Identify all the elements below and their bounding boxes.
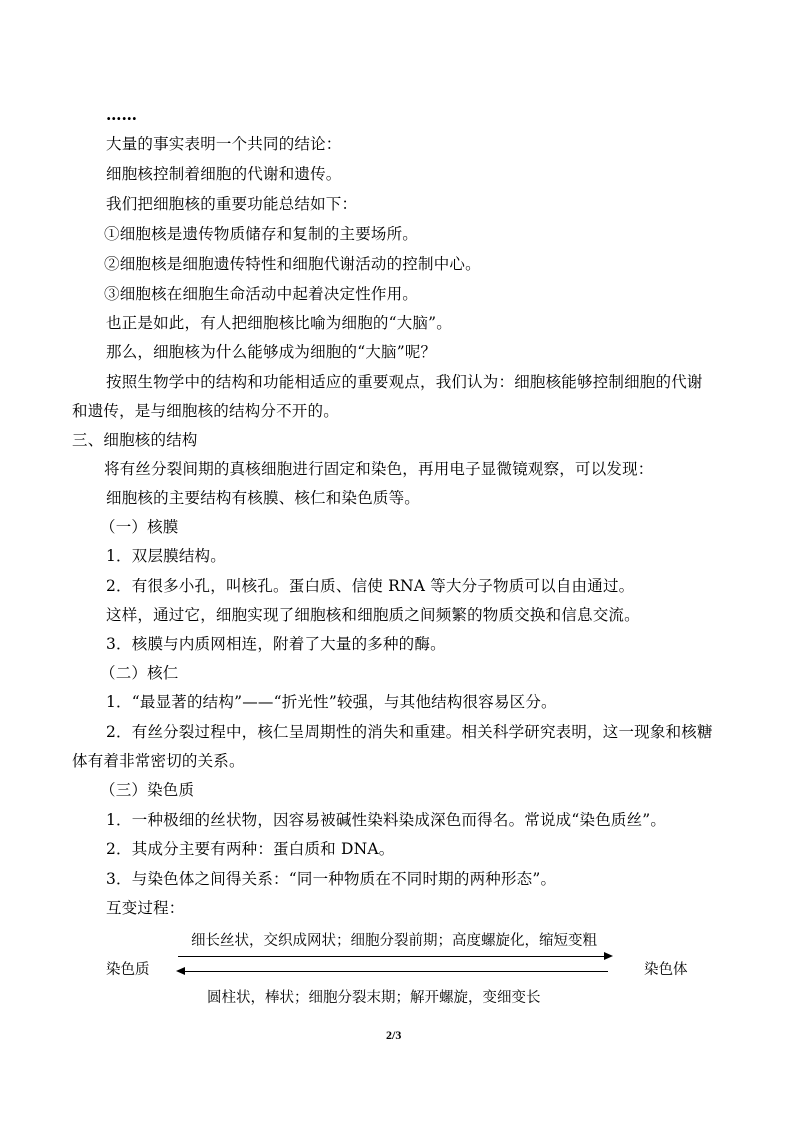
text-line: 和遗传，是与细胞核的结构分不开的。 xyxy=(72,402,339,420)
diagram-top-text: 细长丝状，交织成网状；细胞分裂前期；高度螺旋化，缩短变粗 xyxy=(191,933,597,949)
subsection-heading: （三）染色质 xyxy=(100,781,195,799)
text-line: 体有着非常密切的关系。 xyxy=(72,752,245,770)
diagram-bottom-text: 圆柱状，棒状；细胞分裂末期；解开螺旋，变细变长 xyxy=(207,990,541,1006)
text-line: ③细胞核在细胞生命活动中起着决定性作用。 xyxy=(104,285,419,303)
ellipsis-line: …… xyxy=(106,105,137,124)
reverse-arrow-line xyxy=(184,971,608,972)
text-line: 这样，通过它，细胞实现了细胞核和细胞质之间频繁的物质交换和信息交流。 xyxy=(106,606,640,624)
text-line: 也正是如此，有人把细胞核比喻为细胞的“大脑”。 xyxy=(106,314,452,332)
text-line: 互变过程： xyxy=(106,899,185,917)
text-line: 1．一种极细的丝状物，因容易被碱性染料染成深色而得名。常说成“染色质丝”。 xyxy=(106,811,667,829)
forward-arrow-head-icon xyxy=(604,952,613,960)
text-line: 2．其成分主要有两种：蛋白质和 DNA。 xyxy=(106,840,395,858)
text-line: 2．有很多小孔，叫核孔。蛋白质、信使 RNA 等大分子物质可以自由通过。 xyxy=(106,577,635,595)
text-line: 细胞核控制着细胞的代谢和遗传。 xyxy=(106,165,342,183)
text-line: ①细胞核是遗传物质储存和复制的主要场所。 xyxy=(104,225,419,243)
text-line: 1．双层膜结构。 xyxy=(106,547,226,565)
text-line: 细胞核的主要结构有核膜、核仁和染色质等。 xyxy=(106,489,421,507)
text-line: 那么，细胞核为什么能够成为细胞的“大脑”呢？ xyxy=(106,343,437,361)
text-line: 大量的事实表明一个共同的结论： xyxy=(106,135,342,153)
text-line: ②细胞核是细胞遗传特性和细胞代谢活动的控制中心。 xyxy=(104,255,481,273)
text-line: 1．“最显著的结构”——“折光性”较强，与其他结构很容易区分。 xyxy=(106,693,557,711)
text-line: 3．与染色体之间得关系：“同一种物质在不同时期的两种形态”。 xyxy=(106,870,557,888)
forward-arrow-line xyxy=(178,956,606,957)
diagram-left-label: 染色质 xyxy=(106,962,150,978)
diagram-right-label: 染色体 xyxy=(644,962,688,978)
subsection-heading: （一）核膜 xyxy=(100,518,179,536)
text-line: 2．有丝分裂过程中，核仁呈周期性的消失和重建。相关科学研究表明，这一现象和核糖 xyxy=(106,723,713,741)
text-line: 按照生物学中的结构和功能相适应的重要观点，我们认为：细胞核能够控制细胞的代谢 xyxy=(106,373,703,391)
text-line: 3．核膜与内质网相连，附着了大量的多种的酶。 xyxy=(106,635,446,653)
page-number: 2/3 xyxy=(386,1028,402,1042)
text-line: 将有丝分裂间期的真核细胞进行固定和染色，再用电子显微镜观察，可以发现： xyxy=(104,460,654,478)
text-line: 我们把细胞核的重要功能总结如下： xyxy=(106,195,358,213)
subsection-heading: （二）核仁 xyxy=(100,664,179,682)
section-heading: 三、细胞核的结构 xyxy=(72,431,198,449)
reverse-arrow-head-icon xyxy=(176,967,185,975)
